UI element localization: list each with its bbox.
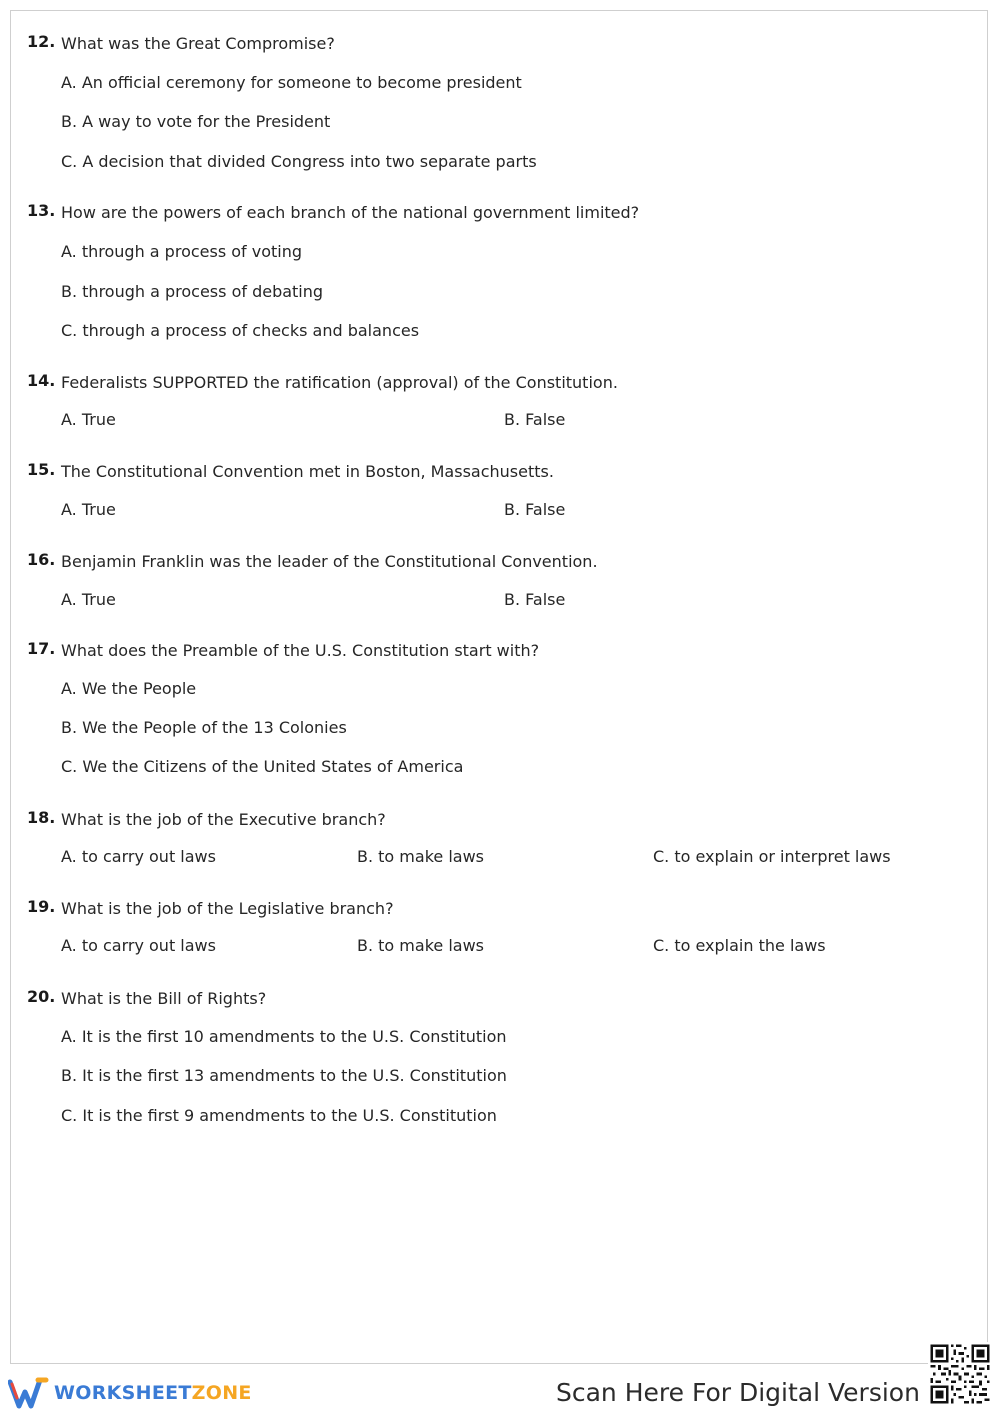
option-a: A. It is the first 10 amendments to the U.S. Constitution (61, 1027, 507, 1046)
option-b: B. to make laws (357, 936, 484, 955)
question-text: How are the powers of each branch of the national government limited? (61, 203, 640, 222)
question-number: 20. (27, 987, 56, 1006)
question-number: 13. (27, 201, 56, 220)
question-text: What does the Preamble of the U.S. Constitution start with? (61, 641, 540, 660)
question-number: 15. (27, 460, 56, 479)
worksheetzone-logo[interactable] (8, 1376, 252, 1410)
question-text: Federalists SUPPORTED the ratification (approval) of the Constitution. (61, 373, 618, 392)
question-number: 14. (27, 371, 56, 390)
option-b: B. False (504, 410, 566, 429)
scan-instruction: Scan Here For Digital Version (556, 1378, 920, 1407)
option-c: C. We the Citizens of the United States of America (61, 757, 464, 776)
option-a: A. True (61, 500, 116, 519)
option-b: B. It is the first 13 amendments to the U.S. Constitution (61, 1066, 507, 1085)
question-number: 17. (27, 639, 56, 658)
question-text: What is the job of the Legislative branch? (61, 899, 394, 918)
question-text: What was the Great Compromise? (61, 34, 335, 53)
question-number: 18. (27, 808, 56, 827)
option-b: B. False (504, 500, 566, 519)
question-text: Benjamin Franklin was the leader of the Constitutional Convention. (61, 552, 598, 571)
option-c: C. to explain or interpret laws (653, 847, 891, 866)
logo-word-zone: ZONE (191, 1382, 252, 1404)
question-text: What is the Bill of Rights? (61, 989, 267, 1008)
question-text: What is the job of the Executive branch? (61, 810, 386, 829)
option-a: A. to carry out laws (61, 847, 216, 866)
option-a: A. True (61, 410, 116, 429)
option-a: A. An official ceremony for someone to become president (61, 73, 522, 92)
option-b: B. We the People of the 13 Colonies (61, 718, 347, 737)
option-c: C. A decision that divided Congress into two separate parts (61, 152, 537, 171)
qr-code-icon[interactable] (928, 1342, 992, 1406)
question-number: 12. (27, 32, 56, 51)
logo-w-icon (8, 1376, 50, 1410)
logo-text (54, 1382, 252, 1404)
question-text: The Constitutional Convention met in Boston, Massachusetts. (61, 462, 554, 481)
option-b: B. through a process of debating (61, 282, 324, 301)
option-b: B. False (504, 590, 566, 609)
option-b: B. to make laws (357, 847, 484, 866)
option-c: C. to explain the laws (653, 936, 826, 955)
logo-word-worksheet: WORKSHEET (54, 1382, 192, 1404)
option-a: A. through a process of voting (61, 242, 303, 261)
option-c: C. It is the first 9 amendments to the U.S. Constitution (61, 1106, 497, 1125)
option-b: B. A way to vote for the President (61, 112, 331, 131)
question-number: 16. (27, 550, 56, 569)
question-number: 19. (27, 897, 56, 916)
option-a: A. We the People (61, 679, 197, 698)
option-a: A. to carry out laws (61, 936, 216, 955)
option-c: C. through a process of checks and balances (61, 321, 420, 340)
option-a: A. True (61, 590, 116, 609)
